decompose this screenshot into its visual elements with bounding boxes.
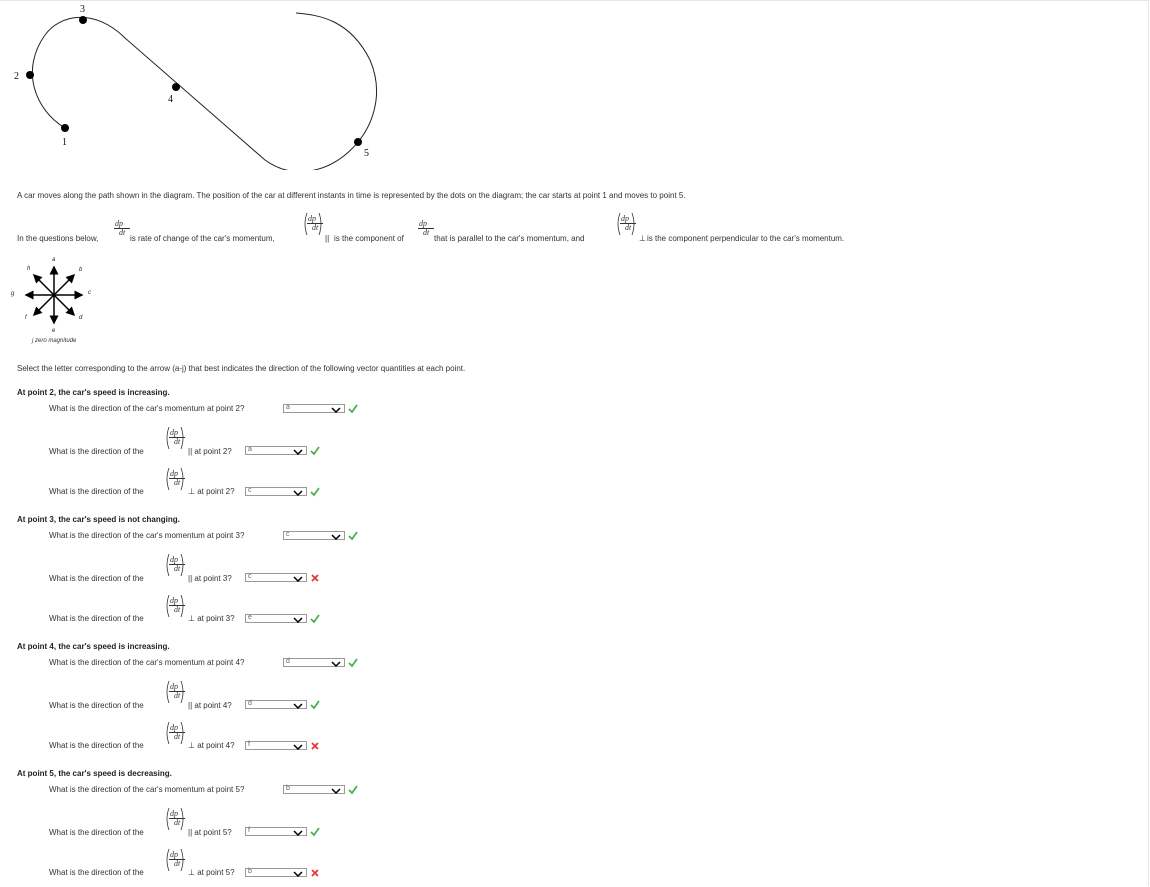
selected-value: f [248,827,250,834]
compass-zero-label: j zero magnitude [32,338,77,344]
intro-sentence-2-part-e: is the component perpendicular to the car's momentum. [647,234,845,243]
check-icon [348,785,358,795]
answer-select-3-1[interactable] [283,658,345,667]
section-heading-4: At point 4, the car's speed is increasing. [17,642,170,651]
question-prefix: What is the direction of the [49,447,144,456]
question-perpendicular: ⊥ at point 3? [188,614,235,623]
intro-sentence-2-part-a: In the questions below, [17,234,99,243]
compass-label-d: d [79,315,83,321]
chevron-down-icon [293,448,303,457]
section-heading-5: At point 5, the car's speed is decreasing. [17,769,172,778]
check-icon [348,658,358,668]
dp-dt-perp-paren: $\frac{dp⃗}{dt}$ [616,212,636,236]
answer-select-1-2[interactable] [245,446,307,455]
question-parallel: || at point 5? [188,828,232,837]
compass-label-f: f [25,315,27,321]
compass-label-h: h [27,266,31,272]
question-momentum: What is the direction of the car's momentum at point 5? [49,785,245,794]
chevron-down-icon [331,533,341,542]
dp-dt-paren-icon: $\frac{dp⃗}{dt}$ [165,553,185,577]
point-1-dot [61,124,69,132]
question-prefix: What is the direction of the [49,701,144,710]
compass-label-g: g [11,291,15,297]
answer-select-3-2[interactable] [245,700,307,709]
selected-value: d [248,700,252,707]
arrow-b [54,275,74,295]
selected-value: b [286,785,290,792]
selected-value: c [248,487,252,494]
section-heading-2: At point 2, the car's speed is increasing. [17,388,170,397]
question-prefix: What is the direction of the [49,828,144,837]
dp-dt-paren-icon: $\frac{dp⃗}{dt}$ [165,807,185,831]
cross-icon [310,741,320,751]
answer-select-4-3[interactable] [245,868,307,877]
answer-select-1-1[interactable] [283,404,345,413]
chevron-down-icon [293,616,303,625]
compass-label-e: e [52,328,56,334]
question-parallel: || at point 3? [188,574,232,583]
arrow-h [34,275,54,295]
check-icon [348,531,358,541]
point-4-dot [172,83,180,91]
chevron-down-icon [293,489,303,498]
arrow-d [54,295,74,315]
dp-dt-paren-icon: $\frac{dp⃗}{dt}$ [165,721,185,745]
selected-value: c [248,573,252,580]
question-prefix: What is the direction of the [49,741,144,750]
question-perpendicular: ⊥ at point 2? [188,487,235,496]
check-icon [348,404,358,414]
check-icon [310,614,320,624]
point-4-label: 4 [168,94,173,105]
point-1-label: 1 [62,137,67,148]
point-5-dot [354,138,362,146]
question-parallel: || at point 2? [188,447,232,456]
selected-value: c [286,531,290,538]
chevron-down-icon [293,743,303,752]
path-diagram [0,0,400,170]
check-icon [310,446,320,456]
intro-perp-symbol: ⊥ [639,234,646,243]
check-icon [310,700,320,710]
intro-sentence-1: A car moves along the path shown in the diagram. The position of the car at different instants in time is represented by the dots on the diagram; the car starts at point 1 and moves to point 5. [17,191,686,200]
dp-dt-fraction-2: $\frac{dp⃗}{dt}$ [419,219,434,237]
chevron-down-icon [293,870,303,879]
section-heading-3: At point 3, the car's speed is not changing. [17,515,180,524]
chevron-down-icon [331,787,341,796]
chevron-down-icon [293,829,303,838]
compass-label-a: a [52,257,56,263]
check-icon [310,827,320,837]
question-momentum: What is the direction of the car's momentum at point 4? [49,658,245,667]
point-3-dot [79,16,87,24]
answer-select-4-2[interactable] [245,827,307,836]
point-2-dot [26,71,34,79]
point-3-label: 3 [80,4,85,15]
intro-sentence-2-part-d: that is parallel to the car's momentum, and [434,234,585,243]
dp-dt-paren-icon: $\frac{dp⃗}{dt}$ [165,848,185,872]
answer-select-3-3[interactable] [245,741,307,750]
answer-select-2-3[interactable] [245,614,307,623]
chevron-down-icon [331,660,341,669]
selected-value: a [248,446,252,453]
question-momentum: What is the direction of the car's momentum at point 2? [49,404,245,413]
selected-value: d [286,658,290,665]
dp-dt-paren-icon: $\frac{dp⃗}{dt}$ [165,467,185,491]
question-prefix: What is the direction of the [49,487,144,496]
direction-compass [8,255,98,335]
point-2-label: 2 [14,71,19,82]
dp-dt-parallel-paren: $\frac{dp⃗}{dt}$ [303,212,323,236]
intro-parallel-symbol: || [325,234,330,243]
question-prefix: What is the direction of the [49,614,144,623]
instructions: Select the letter corresponding to the arrow (a-j) that best indicates the direction of the following vector quantities at each point. [17,364,466,373]
cross-icon [310,868,320,878]
chevron-down-icon [293,702,303,711]
dp-dt-paren-icon: $\frac{dp⃗}{dt}$ [165,680,185,704]
answer-select-2-2[interactable] [245,573,307,582]
question-perpendicular: ⊥ at point 4? [188,741,235,750]
compass-label-c: c [88,290,91,296]
answer-select-4-1[interactable] [283,785,345,794]
chevron-down-icon [331,406,341,415]
question-momentum: What is the direction of the car's momentum at point 3? [49,531,245,540]
dp-dt-paren-icon: $\frac{dp⃗}{dt}$ [165,426,185,450]
chevron-down-icon [293,575,303,584]
question-prefix: What is the direction of the [49,868,144,877]
intro-sentence-2-part-c: is the component of [334,234,404,243]
point-5-label: 5 [364,148,369,159]
answer-select-1-3[interactable] [245,487,307,496]
selected-value: f [248,741,250,748]
compass-label-b: b [79,267,83,273]
cross-icon [310,573,320,583]
dp-dt-paren-icon: $\frac{dp⃗}{dt}$ [165,594,185,618]
selected-value: e [248,614,252,621]
intro-sentence-2-part-b: is rate of change of the car's momentum, [130,234,275,243]
selected-value: b [248,868,252,875]
dp-dt-fraction: $\frac{dp⃗}{dt}$ [115,219,130,237]
check-icon [310,487,320,497]
answer-select-2-1[interactable] [283,531,345,540]
question-prefix: What is the direction of the [49,574,144,583]
question-parallel: || at point 4? [188,701,232,710]
arrow-f [34,295,54,315]
question-perpendicular: ⊥ at point 5? [188,868,235,877]
selected-value: a [286,404,290,411]
